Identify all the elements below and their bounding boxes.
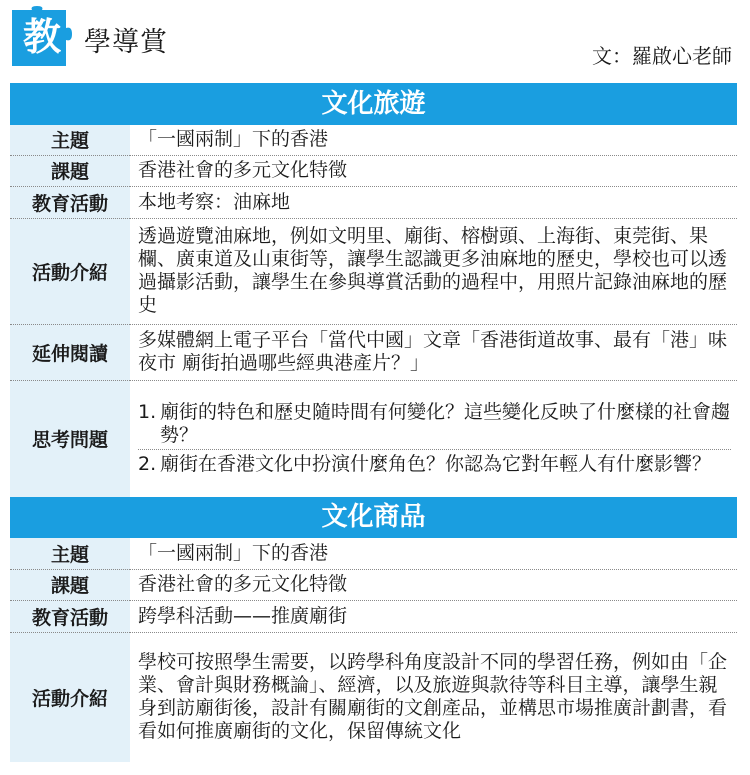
list-item — [138, 449, 731, 478]
cultural-tourism-table — [10, 125, 737, 497]
question-text: 廟街在香港文化中扮演什麼角色？你認為它對年輕人有什麼影響？ — [160, 453, 712, 476]
table-row — [10, 186, 737, 218]
row-value: 本地考察：油麻地 — [130, 186, 737, 218]
table-row — [10, 600, 737, 632]
row-label: 思考問題 — [10, 380, 130, 497]
table-row — [10, 324, 737, 380]
row-label: 主題 — [10, 125, 130, 155]
column-title: 學導賞 — [84, 27, 168, 58]
question-number: 1. — [138, 401, 157, 424]
table-row — [10, 125, 737, 155]
table-row — [10, 380, 737, 497]
row-value: 透過遊覽油麻地，例如文明里、廟街、榕樹頭、上海街、東莞街、果欄、廣東道及山東街等，讓學生認識更多油麻地的歷史，學校也可以透過攝影活動，讓學生在參與導賞活動的過程中，用照片記錄油麻地的歷史 — [130, 218, 737, 324]
cultural-products-table — [10, 538, 737, 762]
questions-list — [130, 380, 737, 497]
section-title-cultural-products: 文化商品 — [10, 497, 737, 538]
row-value: 「一國兩制」下的香港 — [130, 538, 737, 569]
row-value: 多媒體網上電子平台「當代中國」文章「香港街道故事、最有「港」味夜市 廟街拍過哪些經典港產片？」 — [130, 324, 737, 380]
puzzle-logo-icon — [10, 6, 74, 68]
author-byline: 文：羅啟心老師 — [592, 44, 732, 68]
row-value: 香港社會的多元文化特徵 — [130, 569, 737, 600]
table-row — [10, 218, 737, 324]
list-item — [138, 399, 731, 449]
row-label: 延伸閱讀 — [10, 324, 130, 380]
row-label: 課題 — [10, 155, 130, 186]
question-text: 廟街的特色和歷史隨時間有何變化？這些變化反映了什麼樣的社會趨勢？ — [160, 401, 731, 447]
row-label: 教育活動 — [10, 600, 130, 632]
header — [0, 0, 750, 80]
row-value: 「一國兩制」下的香港 — [130, 125, 737, 155]
table-row — [10, 155, 737, 186]
section-title-cultural-tourism: 文化旅遊 — [10, 83, 737, 125]
row-label: 主題 — [10, 538, 130, 569]
row-label: 課題 — [10, 569, 130, 600]
table-row — [10, 538, 737, 569]
row-value: 跨學科活動——推廣廟街 — [130, 600, 737, 632]
table-row — [10, 632, 737, 762]
row-label: 活動介紹 — [10, 632, 130, 762]
row-label: 教育活動 — [10, 186, 130, 218]
row-value: 學校可按照學生需要，以跨學科角度設計不同的學習任務，例如由「企業、會計與財務概論」、經濟，以及旅遊與款待等科目主導，讓學生親身到訪廟街後，設計有關廟街的文創產品，並構思市場推廣計劃書，看看如何推廣廟街的文化，保留傳統文化 — [138, 651, 728, 743]
table-row — [10, 569, 737, 600]
logo-char: 教 — [22, 15, 61, 59]
row-value: 香港社會的多元文化特徵 — [130, 155, 737, 186]
row-label: 活動介紹 — [10, 218, 130, 324]
question-number: 2. — [138, 453, 157, 476]
